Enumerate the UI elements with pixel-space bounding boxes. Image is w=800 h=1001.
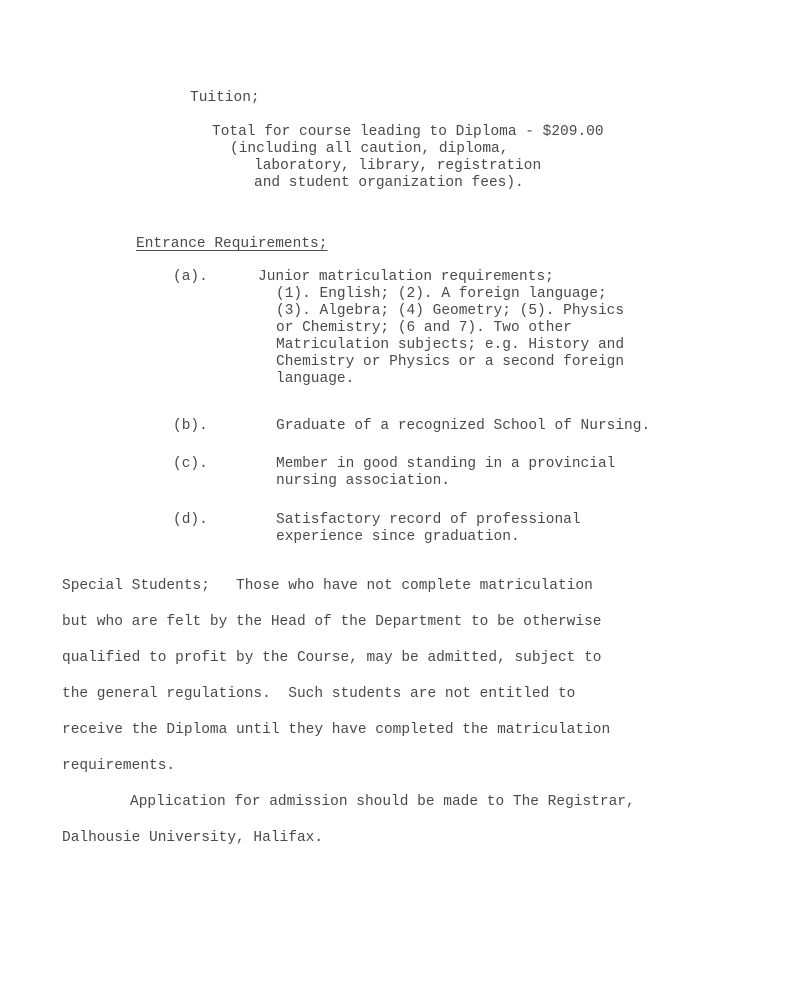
- requirement-line: Satisfactory record of professional: [276, 512, 581, 528]
- requirement-line: Junior matriculation requirements;: [258, 269, 554, 285]
- requirement-line: experience since graduation.: [276, 529, 520, 545]
- paragraph-line: receive the Diploma until they have completed the matriculation: [62, 722, 611, 738]
- requirement-line: language.: [276, 371, 355, 387]
- requirement-label: (a).: [173, 269, 208, 285]
- requirement-line: nursing association.: [276, 473, 451, 489]
- tuition-heading: Tuition;: [190, 90, 260, 106]
- requirement-label: (c).: [173, 456, 208, 472]
- entrance-heading: Entrance Requirements;: [136, 236, 328, 252]
- requirement-line: Graduate of a recognized School of Nursing.: [276, 418, 651, 434]
- tuition-line: and student organization fees).: [254, 175, 524, 191]
- paragraph-line: qualified to profit by the Course, may be admitted, subject to: [62, 650, 602, 666]
- requirement-line: (3). Algebra; (4) Geometry; (5). Physics: [276, 303, 625, 319]
- requirement-line: (1). English; (2). A foreign language;: [276, 286, 607, 302]
- requirement-label: (d).: [173, 512, 208, 528]
- requirement-line: or Chemistry; (6 and 7). Two other: [276, 320, 572, 336]
- tuition-line: (including all caution, diploma,: [230, 141, 509, 157]
- requirement-line: Matriculation subjects; e.g. History and: [276, 337, 625, 353]
- paragraph-line: the general regulations. Such students are not entitled to: [62, 686, 576, 702]
- paragraph-line: requirements.: [62, 758, 176, 774]
- tuition-line: Total for course leading to Diploma - $209.00: [212, 124, 604, 140]
- paragraph-line: Application for admission should be made to The Registrar,: [130, 794, 635, 810]
- requirement-label: (b).: [173, 418, 208, 434]
- tuition-line: laboratory, library, registration: [254, 158, 542, 174]
- paragraph-line: but who are felt by the Head of the Department to be otherwise: [62, 614, 602, 630]
- paragraph-line: Dalhousie University, Halifax.: [62, 830, 324, 846]
- requirement-line: Chemistry or Physics or a second foreign: [276, 354, 625, 370]
- paragraph-line: Special Students; Those who have not complete matriculation: [62, 578, 593, 594]
- requirement-line: Member in good standing in a provincial: [276, 456, 616, 472]
